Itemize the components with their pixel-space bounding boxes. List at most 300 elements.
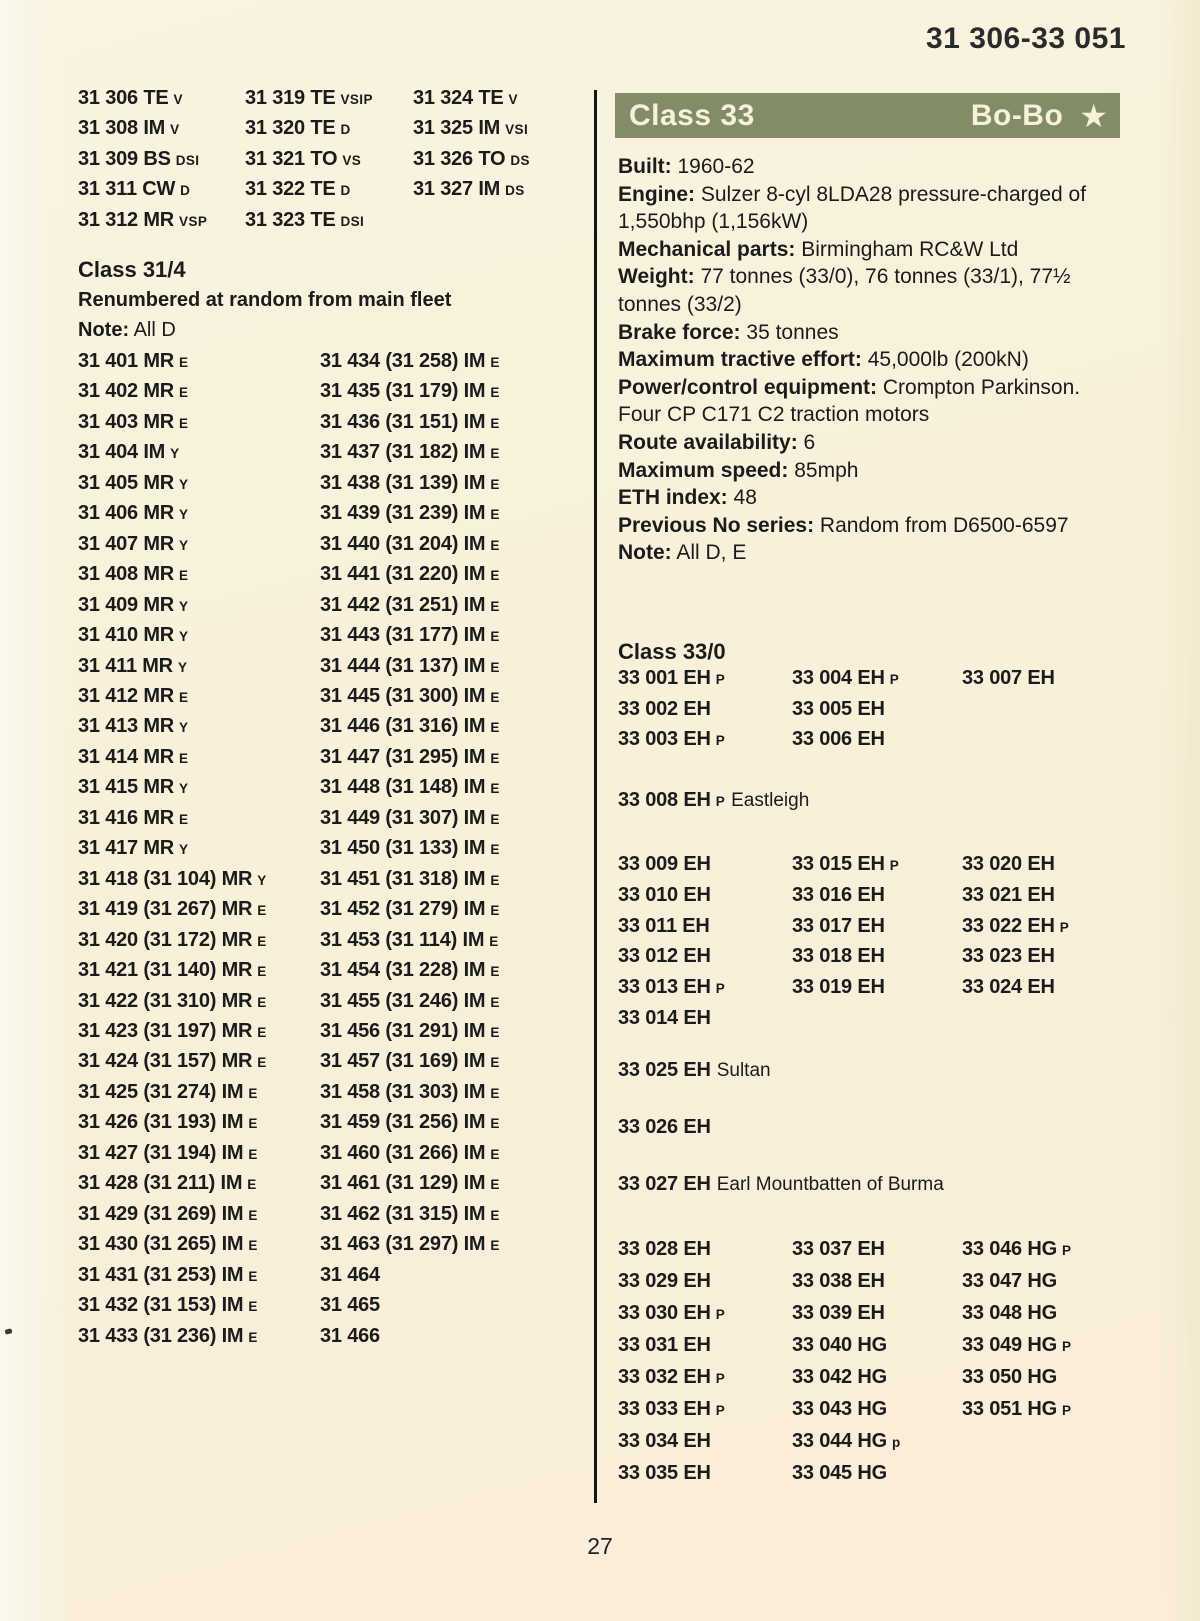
loco-entry [618, 1362, 725, 1394]
status-code: DSI [175, 152, 200, 168]
spec-value: Crompton Parkinson. Four CP C171 C2 traction motors [618, 375, 1081, 427]
loco-entry [320, 408, 500, 438]
loco-number: 31 445 (31 300) IM [320, 684, 486, 707]
loco-entry [413, 84, 530, 114]
status-code: E [490, 385, 500, 401]
loco-entry [618, 850, 725, 881]
loco-entry [78, 84, 207, 114]
loco-number: 33 012 EH [618, 945, 711, 968]
loco-entry [320, 1139, 500, 1169]
spec-label: Maximum speed: [618, 458, 789, 482]
loco-number: 31 407 MR [78, 532, 175, 555]
status-code: E [490, 598, 500, 614]
spec-label: Note: [618, 541, 672, 565]
spec-value: 35 tonnes [740, 320, 839, 344]
status-code: E [179, 811, 189, 827]
loco-entry [78, 377, 267, 407]
status-code: E [257, 1024, 267, 1040]
status-code: Y [179, 476, 189, 492]
status-code: E [490, 994, 500, 1010]
loco-entry [245, 145, 373, 175]
loco-number: 31 449 (31 307) IM [320, 806, 486, 829]
loco-number: 31 444 (31 137) IM [320, 654, 486, 677]
loco-entry [320, 682, 500, 712]
loco-number: 31 442 (31 251) IM [320, 593, 486, 616]
spec-line [618, 512, 1096, 540]
loco-number: 33 033 EH [618, 1398, 711, 1420]
loco-entry [78, 865, 267, 895]
loco-number: 31 431 (31 253) IM [78, 1263, 244, 1286]
spec-value: Birmingham RC&W Ltd [795, 237, 1019, 261]
loco-number: 33 021 EH [962, 883, 1055, 906]
loco-entry [618, 695, 725, 726]
loco-number: 33 004 EH [792, 667, 885, 689]
status-code: VSP [179, 213, 208, 229]
status-code: E [179, 385, 189, 401]
loco-number: 31 434 (31 258) IM [320, 350, 486, 372]
status-code: E [179, 355, 189, 370]
loco-list-31319-column [245, 84, 373, 236]
loco-entry [320, 1200, 500, 1230]
spec-label: Previous No series: [618, 513, 815, 537]
loco-entry [78, 408, 267, 438]
loco-number: 31 412 MR [78, 684, 175, 707]
loco-number: 33 051 HG [962, 1398, 1057, 1420]
loco-number: 31 312 MR [78, 208, 175, 231]
status-code: E [490, 1116, 500, 1132]
spec-value: 85mph [788, 458, 859, 482]
loco-number: 33 039 EH [792, 1302, 885, 1324]
loco-number: 31 404 IM [78, 441, 166, 464]
status-code: E [490, 842, 500, 858]
loco-number: 33 048 HG [962, 1302, 1057, 1324]
loco-entry [78, 621, 267, 651]
status-code: Y [177, 659, 188, 675]
loco-number: 33 044 HG [792, 1430, 887, 1452]
loco-entry [78, 145, 207, 175]
loco-number: 33 031 EH [618, 1334, 711, 1356]
status-code: DS [510, 152, 530, 168]
loco-entry [320, 1078, 500, 1108]
status-code: E [490, 750, 500, 766]
loco-number: 31 421 (31 140) MR [78, 959, 253, 982]
loco-number: 31 425 (31 274) IM [78, 1080, 244, 1103]
loco-number: 33 032 EH [618, 1366, 711, 1388]
loco-number: 31 462 (31 315) IM [320, 1202, 486, 1225]
loco-entry [618, 1170, 944, 1200]
running-header: 31 306-33 051 [925, 22, 1126, 55]
loco-entry [792, 1298, 901, 1330]
class-33-0-heading: Class 33/0 [618, 639, 726, 664]
loco-number: 33 035 EH [618, 1462, 711, 1484]
status-code: E [490, 355, 500, 370]
loco-entry [78, 834, 267, 864]
loco-entry [618, 725, 725, 756]
loco-entry [320, 347, 500, 377]
loco-entry [245, 84, 373, 114]
loco-entry [78, 438, 267, 468]
status-code: P [715, 1403, 726, 1418]
loco-number: 33 037 EH [792, 1238, 885, 1260]
status-code: E [248, 1299, 258, 1315]
loco-number: 33 024 EH [962, 976, 1055, 999]
loco-entry [618, 942, 725, 973]
loco-number: 31 459 (31 256) IM [320, 1111, 486, 1134]
loco-entry [962, 912, 1069, 943]
status-code: E [257, 903, 267, 919]
loco-number: 31 402 MR [78, 380, 175, 403]
class-33-0-group2-col3 [962, 850, 1069, 1004]
status-code: P [1061, 1339, 1072, 1354]
spec-value: 6 [797, 430, 816, 454]
status-code: Y [179, 629, 189, 645]
loco-number: 31 446 (31 316) IM [320, 715, 486, 738]
loco-entry [78, 895, 267, 925]
status-code: p [891, 1435, 901, 1450]
loco-entry [320, 834, 500, 864]
status-code: E [179, 415, 189, 431]
spec-label: Mechanical parts: [618, 237, 796, 261]
loco-number: 33 010 EH [618, 883, 711, 906]
loco-entry [320, 469, 500, 499]
loco-entry [618, 1234, 725, 1266]
status-code: E [490, 659, 500, 675]
loco-entry [962, 1266, 1071, 1298]
spec-value: 77 tonnes (33/0), 76 tonnes (33/1), 77½ tonnes (33/2) [618, 265, 1071, 316]
status-code: E [490, 446, 500, 462]
status-code: V [173, 92, 183, 107]
loco-entry [78, 530, 267, 560]
loco-entry [78, 1017, 267, 1047]
page-number: 27 [587, 1533, 613, 1559]
loco-number: 33 013 EH [618, 976, 711, 999]
loco-number: 31 440 (31 204) IM [320, 532, 486, 555]
status-code: P [715, 981, 726, 997]
spec-value: 48 [727, 486, 757, 510]
loco-entry [792, 1330, 901, 1362]
loco-number: 31 420 (31 172) MR [78, 928, 253, 951]
status-code: D [340, 122, 351, 138]
loco-entry [320, 773, 500, 803]
loco-number: 31 409 MR [78, 593, 175, 616]
loco-entry [320, 712, 500, 742]
loco-entry [320, 865, 500, 895]
loco-number: 33 025 EH [618, 1059, 711, 1081]
status-code: Y [170, 446, 180, 462]
spec-line [618, 484, 1096, 512]
loco-entry [618, 1056, 771, 1086]
loco-entry [245, 114, 373, 144]
loco-entry [618, 912, 725, 943]
loco-number: 33 014 EH [618, 1006, 711, 1029]
status-code: Y [257, 872, 267, 888]
loco-number: 31 451 (31 318) IM [320, 867, 486, 890]
loco-number: 33 045 HG [792, 1462, 887, 1484]
loco-entry [792, 1458, 901, 1490]
status-code: P [715, 672, 726, 687]
status-code: P [715, 794, 726, 809]
status-code: D [340, 183, 351, 199]
loco-entry [792, 725, 899, 756]
loco-entry [78, 1200, 267, 1230]
status-code: E [490, 903, 500, 919]
status-code: VSI [505, 122, 529, 138]
status-code: V [170, 122, 180, 138]
status-code: E [179, 568, 189, 584]
loco-number: 33 005 EH [792, 697, 885, 720]
loco-number: 31 406 MR [78, 502, 175, 525]
loco-number: 33 028 EH [618, 1238, 711, 1260]
status-code: Y [179, 537, 189, 553]
loco-entry [618, 1394, 725, 1426]
loco-number: 31 411 MR [78, 654, 173, 677]
status-code: E [490, 689, 500, 705]
loco-33008-line [618, 786, 809, 816]
loco-number: 31 327 IM [413, 178, 501, 201]
spec-label: ETH index: [618, 486, 728, 510]
loco-number: 31 435 (31 179) IM [320, 380, 486, 403]
loco-entry [320, 987, 500, 1017]
status-code: E [490, 476, 500, 492]
loco-entry [413, 175, 530, 205]
status-code: Y [179, 598, 189, 614]
loco-number: 33 040 HG [792, 1334, 887, 1356]
loco-number: 31 436 (31 151) IM [320, 410, 486, 433]
status-code: DSI [340, 213, 365, 229]
status-code: E [179, 750, 189, 766]
spec-line [618, 236, 1096, 264]
loco-number: 31 466 [320, 1324, 380, 1347]
loco-number: 33 043 HG [792, 1398, 887, 1420]
loco-entry [792, 912, 899, 943]
note-label: Note: [78, 319, 130, 341]
class-33-0-group2-col2 [792, 850, 899, 1004]
loco-number: 31 439 (31 239) IM [320, 502, 486, 525]
loco-entry [78, 114, 207, 144]
class-33-specs [618, 153, 1096, 567]
loco-entry [78, 1078, 267, 1108]
loco-number: 31 455 (31 246) IM [320, 989, 486, 1012]
loco-entry [78, 1322, 267, 1352]
loco-entry [792, 881, 899, 912]
loco-entry [792, 1394, 901, 1426]
loco-number: 33 050 HG [962, 1366, 1057, 1388]
spec-value: Sulzer 8-cyl 8LDA28 pressure-charged of 1,550bhp (1,156kW) [618, 182, 1087, 234]
status-code: DS [505, 183, 525, 199]
loco-number: 33 007 EH [962, 667, 1055, 689]
note-value: All D [133, 319, 176, 341]
class-33-0-group2-col1 [618, 850, 725, 1035]
loco-number: 33 027 EH [618, 1173, 711, 1195]
loco-number: 31 457 (31 169) IM [320, 1050, 486, 1073]
wheel-arrangement-label: Bo-Bo [970, 98, 1064, 132]
loco-number: 33 003 EH [618, 728, 711, 751]
column-divider-rule [594, 90, 597, 1503]
spec-label: Built: [618, 155, 672, 178]
loco-entry [78, 499, 267, 529]
loco-entry [618, 973, 725, 1004]
spec-value: All D, E [671, 541, 747, 565]
spec-value: Random from D6500-6597 [814, 513, 1069, 537]
status-code: E [490, 568, 500, 584]
loco-number: 31 422 (31 310) MR [78, 989, 253, 1012]
loco-name: Sultan [716, 1060, 771, 1081]
class-33-0-group3-col3 [962, 1234, 1071, 1426]
loco-entry [792, 1426, 901, 1458]
loco-number: 33 023 EH [962, 945, 1055, 968]
spec-label: Power/control equipment: [618, 375, 878, 399]
loco-entry [618, 664, 725, 695]
loco-number: 33 011 EH [618, 914, 710, 937]
status-code: E [490, 1177, 500, 1193]
loco-entry [618, 1426, 725, 1458]
loco-entry [618, 881, 725, 912]
status-code: E [490, 1238, 500, 1254]
loco-entry [792, 1234, 901, 1266]
status-code: E [257, 994, 267, 1010]
loco-entry [78, 1169, 267, 1199]
spec-line [618, 346, 1096, 374]
loco-number: 31 320 TE [245, 117, 336, 140]
class-33-0-group1-col1 [618, 664, 725, 756]
loco-number: 31 322 TE [245, 178, 336, 201]
loco-number: 31 415 MR [78, 776, 175, 799]
status-code: Y [179, 720, 189, 736]
loco-number: 33 047 HG [962, 1270, 1057, 1292]
loco-number: 31 308 IM [78, 117, 166, 140]
spec-line [618, 153, 1096, 181]
class-33-0-group3-col1 [618, 1234, 725, 1490]
spec-label: Engine: [618, 182, 695, 206]
class-33-banner-title: Class 33 [629, 98, 755, 132]
loco-number: 33 038 EH [792, 1270, 885, 1292]
loco-entry [320, 926, 500, 956]
loco-entry [962, 1298, 1071, 1330]
loco-entry [78, 987, 267, 1017]
loco-number: 31 321 TO [245, 147, 338, 170]
status-code: E [490, 1085, 500, 1101]
loco-number: 33 018 EH [792, 945, 885, 968]
loco-entry [618, 1330, 725, 1362]
loco-entry [962, 850, 1069, 881]
loco-entry [413, 145, 530, 175]
spec-line [618, 457, 1096, 485]
loco-entry [618, 786, 809, 816]
status-code: E [490, 811, 500, 827]
loco-number: 31 450 (31 133) IM [320, 837, 486, 860]
loco-entry [78, 560, 267, 590]
loco-entry [320, 743, 500, 773]
status-code: P [715, 1307, 726, 1322]
loco-entry [78, 682, 267, 712]
loco-number: 31 324 TE [413, 87, 504, 109]
loco-entry [78, 1108, 267, 1138]
status-code: P [715, 733, 726, 749]
status-code: E [490, 537, 500, 553]
loco-entry [618, 1298, 725, 1330]
spec-label: Brake force: [618, 320, 741, 344]
loco-number: 33 008 EH [618, 789, 711, 811]
spec-line [618, 319, 1096, 347]
loco-entry [320, 591, 500, 621]
loco-number: 31 460 (31 266) IM [320, 1141, 486, 1164]
loco-number: 33 026 EH [618, 1116, 711, 1138]
loco-number: 31 463 (31 297) IM [320, 1233, 486, 1256]
loco-entry [320, 1322, 500, 1352]
loco-number: 33 006 EH [792, 728, 885, 751]
loco-entry [320, 1108, 500, 1138]
status-code: Y [179, 842, 189, 858]
loco-number: 33 002 EH [618, 697, 711, 720]
loco-entry [792, 942, 899, 973]
loco-entry [78, 926, 267, 956]
loco-number: 31 427 (31 194) IM [78, 1141, 244, 1164]
loco-number: 33 015 EH [792, 853, 885, 875]
status-code: E [490, 629, 500, 645]
loco-entry [320, 438, 500, 468]
loco-number: 33 019 EH [792, 976, 885, 999]
status-code: E [489, 933, 499, 949]
loco-33027-line [618, 1170, 944, 1200]
status-code: VS [342, 152, 362, 168]
status-code: E [179, 689, 189, 705]
loco-number: 31 417 MR [78, 837, 175, 860]
loco-number: 31 416 MR [78, 806, 175, 829]
loco-entry [78, 956, 267, 986]
loco-number: 31 410 MR [78, 624, 175, 647]
loco-entry [78, 1261, 267, 1291]
loco-number: 31 311 CW [78, 178, 176, 201]
loco-number: 31 458 (31 303) IM [320, 1080, 486, 1103]
loco-entry [245, 175, 373, 205]
loco-entry [320, 804, 500, 834]
loco-entry [962, 1330, 1071, 1362]
loco-entry [792, 695, 899, 726]
status-code: E [248, 1116, 258, 1132]
loco-number: 31 438 (31 139) IM [320, 471, 486, 494]
loco-number: 31 426 (31 193) IM [78, 1111, 244, 1134]
spec-value: 45,000lb (200kN) [861, 348, 1029, 372]
spec-label: Maximum tractive effort: [618, 348, 862, 372]
status-code: P [1061, 1403, 1072, 1418]
loco-entry [320, 560, 500, 590]
status-code: P [715, 1371, 726, 1386]
loco-number: 31 452 (31 279) IM [320, 898, 486, 921]
loco-entry [618, 1458, 725, 1490]
loco-number: 33 042 HG [792, 1366, 887, 1388]
loco-number: 31 423 (31 197) MR [78, 1019, 253, 1042]
loco-entry [320, 1261, 500, 1291]
loco-number: 33 046 HG [962, 1238, 1057, 1260]
loco-number: 33 016 EH [792, 883, 885, 906]
loco-number: 31 326 TO [413, 147, 506, 170]
loco-entry [962, 942, 1069, 973]
spec-line [618, 539, 1096, 567]
class-31-4-list-column-2 [320, 347, 500, 1352]
loco-entry [320, 1230, 500, 1260]
status-code: E [490, 781, 500, 797]
loco-number: 31 447 (31 295) IM [320, 745, 486, 768]
loco-entry [78, 804, 267, 834]
status-code: E [247, 1177, 257, 1193]
star-icon: ★ [1079, 97, 1108, 134]
status-code: E [490, 415, 500, 431]
class-31-4-note [78, 315, 451, 345]
status-code: E [257, 964, 267, 980]
status-code: P [1059, 919, 1070, 935]
loco-number: 31 441 (31 220) IM [320, 563, 486, 586]
loco-entry [245, 206, 373, 236]
